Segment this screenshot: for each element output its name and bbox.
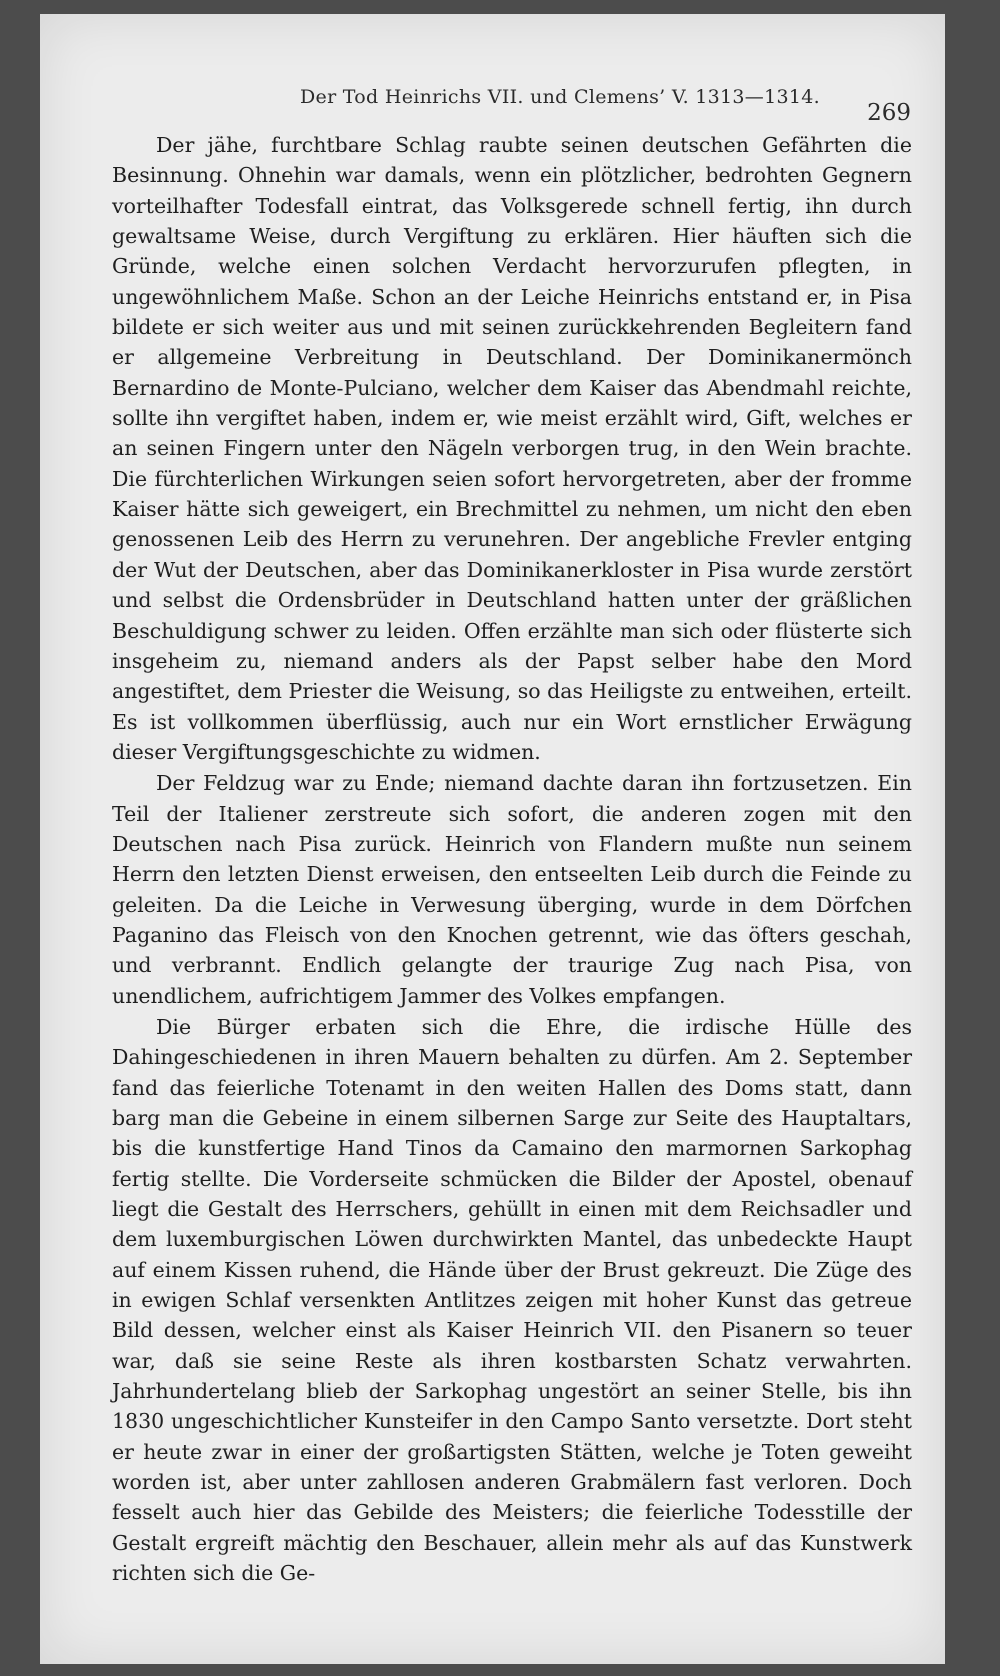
page-number: 269 (867, 100, 911, 126)
book-page (40, 14, 945, 1664)
paragraph-1: Der jähe, furchtbare Schlag raubte seinen deutschen Gefährten die Besinnung. Ohnehin war damals, wenn ein plötzlicher, bedrohten Gegnern vorteilhafter Todesfall eintrat, das Volksgerede schnell fertig, ihn durch gewaltsame Weise, durch Vergiftung zu erklären. Hier häuften sich die Gründe, welche einen solchen Verdacht hervorzurufen pflegten, in ungewöhnlichem Maße. Schon an der Leiche Heinrichs entstand er, in Pisa bildete er sich weiter aus und mit seinen zurückkehrenden Begleitern fand er allgemeine Verbreitung in Deutschland. Der Dominikanermönch Bernardino de Monte-Pulciano, welcher dem Kaiser das Abendmahl reichte, sollte ihn vergiftet haben, indem er, wie meist erzählt wird, Gift, welches er an seinen Fingern unter den Nägeln verborgen trug, in den Wein brachte. Die fürchterlichen Wirkungen seien sofort hervorgetreten, aber der fromme Kaiser hätte sich geweigert, ein Brechmittel zu nehmen, um nicht den eben genossenen Leib des Herrn zu verunehren. Der angebliche Frevler entging der Wut der Deutschen, aber das Dominikanerkloster in Pisa wurde zerstört und selbst die Ordensbrüder in Deutschland hatten unter der gräßlichen Beschuldigung schwer zu leiden. Offen erzählte man sich oder flüsterte sich insgeheim zu, niemand anders als der Papst selber habe den Mord angestiftet, dem Priester die Weisung, so das Heiligste zu entweihen, erteilt. Es ist vollkommen überflüssig, auch nur ein Wort ernstlicher Erwägung dieser Vergiftungsgeschichte zu widmen. (112, 133, 912, 764)
running-title: Der Tod Heinrichs VII. und Clemens’ V. 1313—1314. (300, 86, 820, 108)
paragraph-3: Die Bürger erbaten sich die Ehre, die irdische Hülle des Dahingeschiedenen in ihren Mauern behalten zu dürfen. Am 2. September fand das feierliche Totenamt in den weiten Hallen des Doms statt, dann barg man die Gebeine in einem silbernen Sarge zur Seite des Hauptaltars, bis die kunstfertige Hand Tinos da Camaino den marmornen Sarkophag fertig stellte. Die Vorderseite schmücken die Bilder der Apostel, obenauf liegt die Gestalt des Herrschers, gehüllt in einen mit dem Reichsadler und dem luxemburgischen Löwen durchwirkten Mantel, das unbedeckte Haupt auf einem Kissen ruhend, die Hände über der Brust gekreuzt. Die Züge des in ewigen Schlaf versenkten Antlitzes zeigen mit hoher Kunst das getreue Bild dessen, welcher einst als Kaiser Heinrich VII. den Pisanern so teuer war, daß sie seine Reste als ihren kostbarsten Schatz verwahrten. Jahrhundertelang blieb der Sarkophag ungestört an seiner Stelle, bis ihn 1830 ungeschichtlicher Kunsteifer in den Campo Santo versetzte. Dort steht er heute zwar in einer der großartigsten Stätten, welche je Toten geweiht worden ist, aber unter zahllosen anderen Grabmälern fast verloren. Doch fesselt auch hier das Gebilde des Meisters; die feierliche Todesstille der Gestalt ergreift mächtig den Beschauer, allein mehr als auf das Kunstwerk richten sich die Ge- (112, 1014, 912, 1586)
body-text (112, 130, 912, 1590)
paragraph-2: Der Feldzug war zu Ende; niemand dachte daran ihn fortzusetzen. Ein Teil der Italiener zerstreute sich sofort, die anderen zogen mit den Deutschen nach Pisa zurück. Heinrich von Flandern mußte nun seinem Herrn den letzten Dienst erweisen, den entseelten Leib durch die Feinde zu geleiten. Da die Leiche in Verwesung überging, wurde in dem Dörfchen Paganino das Fleisch von den Knochen getrennt, wie das öfters geschah, und verbrannt. Endlich gelangte der traurige Zug nach Pisa, von unendlichem, aufrichtigem Jammer des Volkes empfangen. (112, 771, 912, 1008)
running-header (40, 78, 945, 126)
